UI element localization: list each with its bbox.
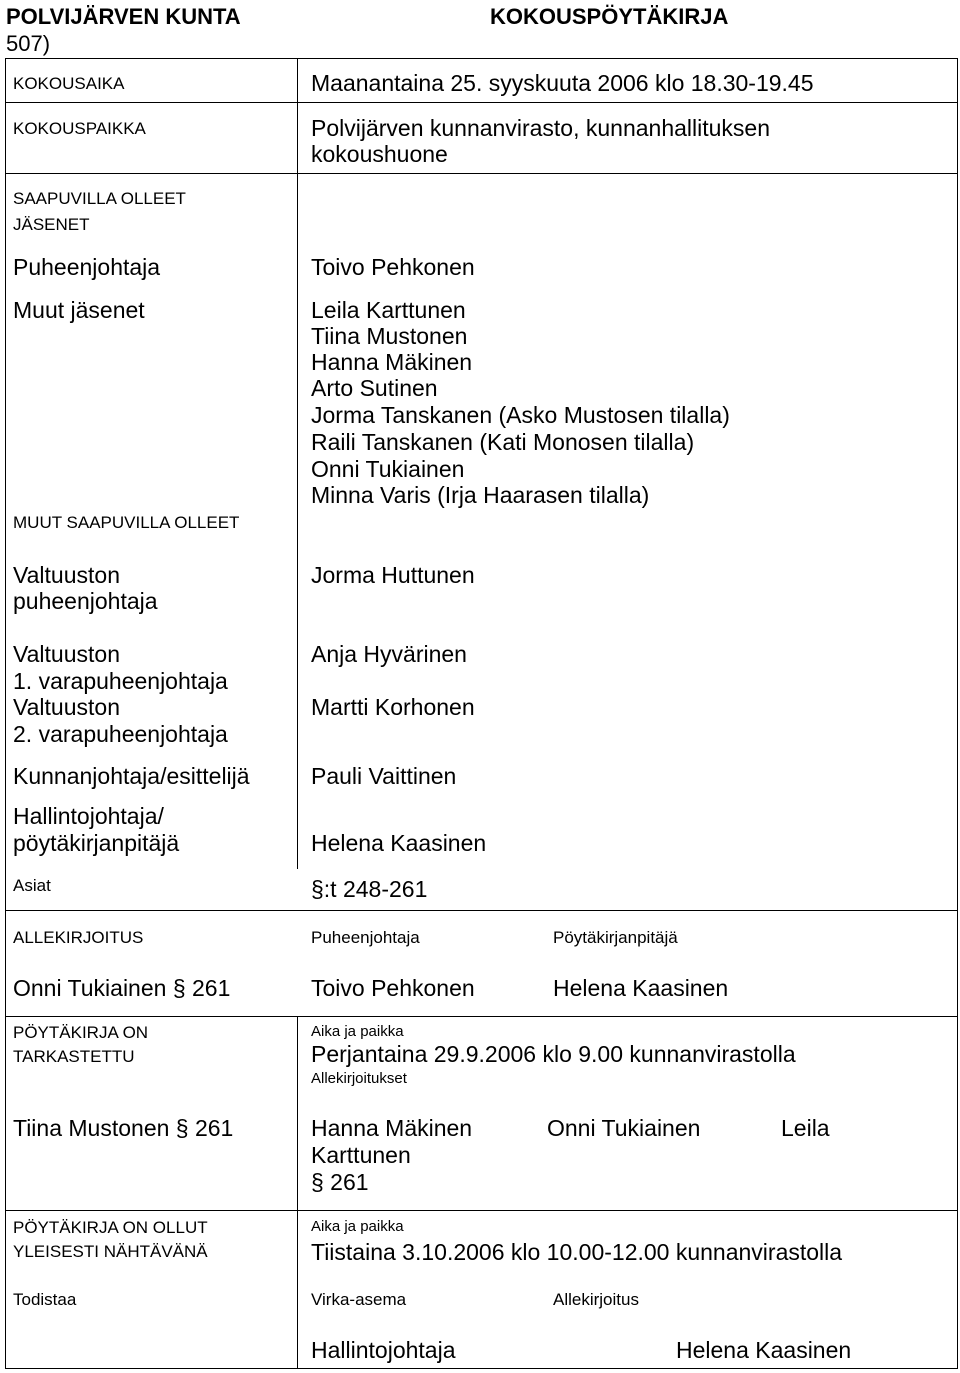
row-divider bbox=[5, 173, 958, 174]
public-time-place-value: Tiistaina 3.10.2006 klo 10.00-12.00 kunnanvirastolla bbox=[311, 1239, 843, 1265]
checker-signature-3-cont: Karttunen bbox=[311, 1142, 411, 1168]
checked-signatures-label: Allekirjoitukset bbox=[311, 1070, 407, 1087]
document-type-title: KOKOUSPÖYTÄKIRJA bbox=[490, 4, 729, 29]
vice-chair-1-name: Anja Hyvärinen bbox=[311, 641, 467, 667]
table-top-border bbox=[5, 58, 958, 59]
signer-name: Onni Tukiainen § 261 bbox=[13, 975, 231, 1001]
column-divider-upper bbox=[297, 58, 298, 869]
vice-chair-2-label-cont: 2. varapuheenjohtaja bbox=[13, 721, 228, 747]
checker-signature-3: Leila bbox=[781, 1115, 830, 1141]
vice-chair-1-label: Valtuuston bbox=[13, 641, 120, 667]
vice-chair-2-name: Martti Korhonen bbox=[311, 694, 475, 720]
member-name: Raili Tanskanen (Kati Monosen tilalla) bbox=[311, 429, 695, 455]
checker-signature-1: Hanna Mäkinen bbox=[311, 1115, 473, 1141]
row-divider bbox=[5, 1016, 958, 1017]
admin-director-label: Hallintojohtaja/ bbox=[13, 803, 164, 829]
member-name: Tiina Mustonen bbox=[311, 323, 468, 349]
column-divider-lower bbox=[297, 1016, 298, 1369]
manager-name: Pauli Vaittinen bbox=[311, 763, 457, 789]
table-bottom-border bbox=[5, 1368, 958, 1369]
member-name: Onni Tukiainen bbox=[311, 456, 465, 482]
page-reference: 507) bbox=[6, 31, 51, 56]
admin-director-label-cont: pöytäkirjanpitäjä bbox=[13, 830, 180, 856]
checked-heading: PÖYTÄKIRJA ON bbox=[13, 1023, 149, 1042]
municipality-title: POLVIJÄRVEN KUNTA bbox=[6, 4, 241, 29]
member-name: Hanna Mäkinen bbox=[311, 349, 473, 375]
chair-name: Toivo Pehkonen bbox=[311, 254, 475, 280]
member-name: Jorma Tanskanen (Asko Mustosen tilalla) bbox=[311, 402, 730, 428]
chair-signature-name: Toivo Pehkonen bbox=[311, 975, 475, 1001]
public-display-heading: PÖYTÄKIRJA ON OLLUT bbox=[13, 1218, 208, 1237]
certify-signature-label: Allekirjoitus bbox=[553, 1290, 639, 1309]
checker-signature-2: Onni Tukiainen bbox=[547, 1115, 701, 1141]
member-name: Leila Karttunen bbox=[311, 297, 466, 323]
admin-director-name: Helena Kaasinen bbox=[311, 830, 487, 856]
vice-chair-2-label: Valtuuston bbox=[13, 694, 120, 720]
meeting-time-value: Maanantaina 25. syyskuuta 2006 klo 18.30-19.45 bbox=[311, 70, 814, 96]
certify-signature-value: Helena Kaasinen bbox=[676, 1337, 852, 1363]
other-members-label: Muut jäsenet bbox=[13, 297, 145, 323]
manager-label: Kunnanjohtaja/esittelijä bbox=[13, 763, 250, 789]
council-chair-name: Jorma Huttunen bbox=[311, 562, 475, 588]
position-value: Hallintojohtaja bbox=[311, 1337, 456, 1363]
secretary-signature-label: Pöytäkirjanpitäjä bbox=[553, 928, 678, 947]
council-chair-label: Valtuuston bbox=[13, 562, 120, 588]
row-divider bbox=[5, 910, 958, 911]
row-divider bbox=[5, 102, 958, 103]
checked-time-place-label: Aika ja paikka bbox=[311, 1023, 404, 1040]
secretary-signature-name: Helena Kaasinen bbox=[553, 975, 729, 1001]
checker-signature-3-section: § 261 bbox=[311, 1169, 369, 1195]
checker-name: Tiina Mustonen § 261 bbox=[13, 1115, 234, 1141]
meeting-place-value: Polvijärven kunnanvirasto, kunnanhallituksen bbox=[311, 115, 771, 141]
matters-value: §:t 248-261 bbox=[311, 876, 428, 902]
checked-time-place-value: Perjantaina 29.9.2006 klo 9.00 kunnanvirastolla bbox=[311, 1041, 796, 1067]
meeting-place-value-cont: kokoushuone bbox=[311, 141, 448, 167]
checked-heading-cont: TARKASTETTU bbox=[13, 1047, 135, 1066]
public-display-heading-cont: YLEISESTI NÄHTÄVÄNÄ bbox=[13, 1242, 208, 1261]
meeting-place-label: KOKOUSPAIKKA bbox=[13, 119, 146, 138]
position-label: Virka-asema bbox=[311, 1290, 407, 1309]
member-name: Arto Sutinen bbox=[311, 375, 438, 401]
members-heading: SAAPUVILLA OLLEET bbox=[13, 189, 186, 208]
certify-label: Todistaa bbox=[13, 1290, 77, 1309]
others-present-heading: MUUT SAAPUVILLA OLLEET bbox=[13, 513, 240, 532]
table-right-border bbox=[957, 58, 958, 1369]
matters-label: Asiat bbox=[13, 876, 51, 895]
chair-label: Puheenjohtaja bbox=[13, 254, 161, 280]
member-name: Minna Varis (Irja Haarasen tilalla) bbox=[311, 482, 650, 508]
vice-chair-1-label-cont: 1. varapuheenjohtaja bbox=[13, 668, 228, 694]
council-chair-label-cont: puheenjohtaja bbox=[13, 588, 158, 614]
meeting-time-label: KOKOUSAIKA bbox=[13, 74, 125, 93]
row-divider bbox=[5, 1210, 958, 1211]
members-heading-cont: JÄSENET bbox=[13, 215, 90, 234]
table-left-border bbox=[5, 58, 6, 1369]
chair-signature-label: Puheenjohtaja bbox=[311, 928, 420, 947]
signature-label: ALLEKIRJOITUS bbox=[13, 928, 144, 947]
public-time-place-label: Aika ja paikka bbox=[311, 1218, 404, 1235]
